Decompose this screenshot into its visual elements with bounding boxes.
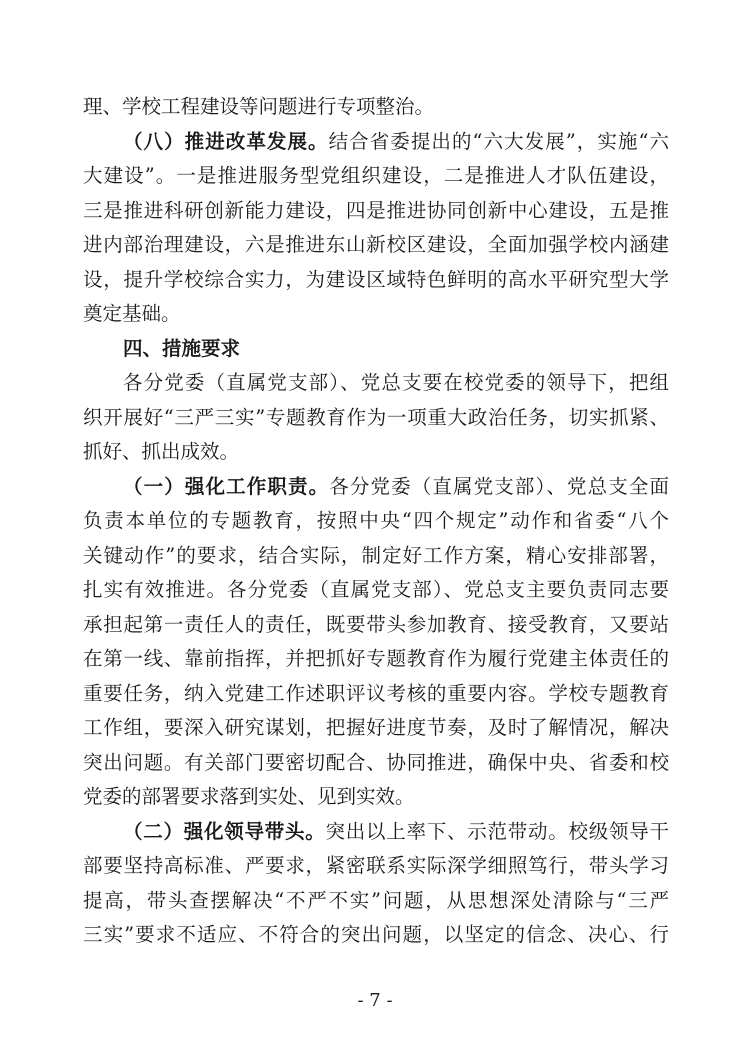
bold-lead-in: （一）强化工作职责。 <box>123 474 330 498</box>
line-text: 进内部治理建设，六是推进东山新校区建设，全面加强学校内涵建 <box>83 233 669 256</box>
line-text: 四、措施要求 <box>123 336 241 360</box>
line-text: 负责本单位的专题教育，按照中央“四个规定”动作和省委“八个 <box>83 509 669 532</box>
text-line <box>83 332 669 367</box>
text-line <box>83 746 669 781</box>
text-line <box>83 401 669 436</box>
line-text: 党委的部署要求落到实处、见到实效。 <box>83 785 415 808</box>
line-text: 织开展好“三严三实”专题教育作为一项重大政治任务，切实抓紧、 <box>83 405 669 429</box>
text-line <box>83 125 669 160</box>
text-line <box>83 849 669 884</box>
text-line <box>83 918 669 953</box>
text-line <box>83 194 669 229</box>
text-line <box>83 642 669 677</box>
line-text: 关键动作”的要求，结合实际，制定好工作方案，精心安排部署， <box>83 543 669 567</box>
text-line <box>83 884 669 919</box>
line-text: 突出以上率下、示范带动。校级领导干 <box>325 819 669 843</box>
text-line <box>83 573 669 608</box>
bold-lead-in: （八）推进改革发展。 <box>123 129 329 153</box>
text-line <box>83 677 669 712</box>
line-text: 三实”要求不适应、不符合的突出问题，以坚定的信念、决心、行 <box>83 923 669 946</box>
text-line <box>83 435 669 470</box>
line-text: 各分党委（直属党支部）、党总支全面 <box>329 474 669 498</box>
line-text: 结合省委提出的“六大发展”，实施“六 <box>328 129 669 153</box>
line-text: 大建设”。一是推进服务型党组织建设，二是推进人才队伍建设， <box>83 164 669 187</box>
bold-lead-in: （二）强化领导带头。 <box>123 819 326 843</box>
text-line <box>83 470 669 505</box>
line-text: 承担起第一责任人的责任，既要带头参加教育、接受教育，又要站 <box>83 612 669 636</box>
line-text: 设，提升学校综合实力，为建设区域特色鲜明的高水平研究型大学 <box>83 267 669 291</box>
line-text: 提高，带头查摆解决“不严不实”问题，从思想深处清除与“三严 <box>83 888 669 912</box>
line-text: 突出问题。有关部门要密切配合、协同推进，确保中央、省委和校 <box>83 750 669 774</box>
text-line <box>83 780 669 815</box>
line-text: 各分党委（直属党支部）、党总支要在校党委的领导下，把组 <box>123 371 669 394</box>
document-body <box>83 90 669 953</box>
page-number: - 7 - <box>357 990 393 1011</box>
line-text: 奠定基础。 <box>83 302 181 325</box>
text-line <box>83 366 669 401</box>
line-text: 理、学校工程建设等问题进行专项整治。 <box>83 95 435 118</box>
line-text: 三是推进科研创新能力建设，四是推进协同创新中心建设，五是推 <box>83 198 669 222</box>
line-text: 重要任务，纳入党建工作述职评议考核的重要内容。学校专题教育 <box>83 681 669 705</box>
line-text: 部要坚持高标准、严要求，紧密联系实际深学细照笃行，带头学习 <box>83 854 669 877</box>
line-text: 在第一线、靠前指挥，并把抓好专题教育作为履行党建主体责任的 <box>83 647 669 670</box>
line-text: 抓好、抓出成效。 <box>83 440 240 463</box>
text-line <box>83 90 669 125</box>
text-line <box>83 263 669 298</box>
text-line <box>83 297 669 332</box>
text-line <box>83 159 669 194</box>
text-line <box>83 608 669 643</box>
text-line <box>83 228 669 263</box>
line-text: 扎实有效推进。各分党委（直属党支部）、党总支主要负责同志要 <box>83 578 669 601</box>
line-text: 工作组，要深入研究谋划，把握好进度节奏，及时了解情况，解决 <box>83 716 669 739</box>
text-line <box>83 711 669 746</box>
text-line <box>83 504 669 539</box>
text-line <box>83 815 669 850</box>
text-line <box>83 539 669 574</box>
